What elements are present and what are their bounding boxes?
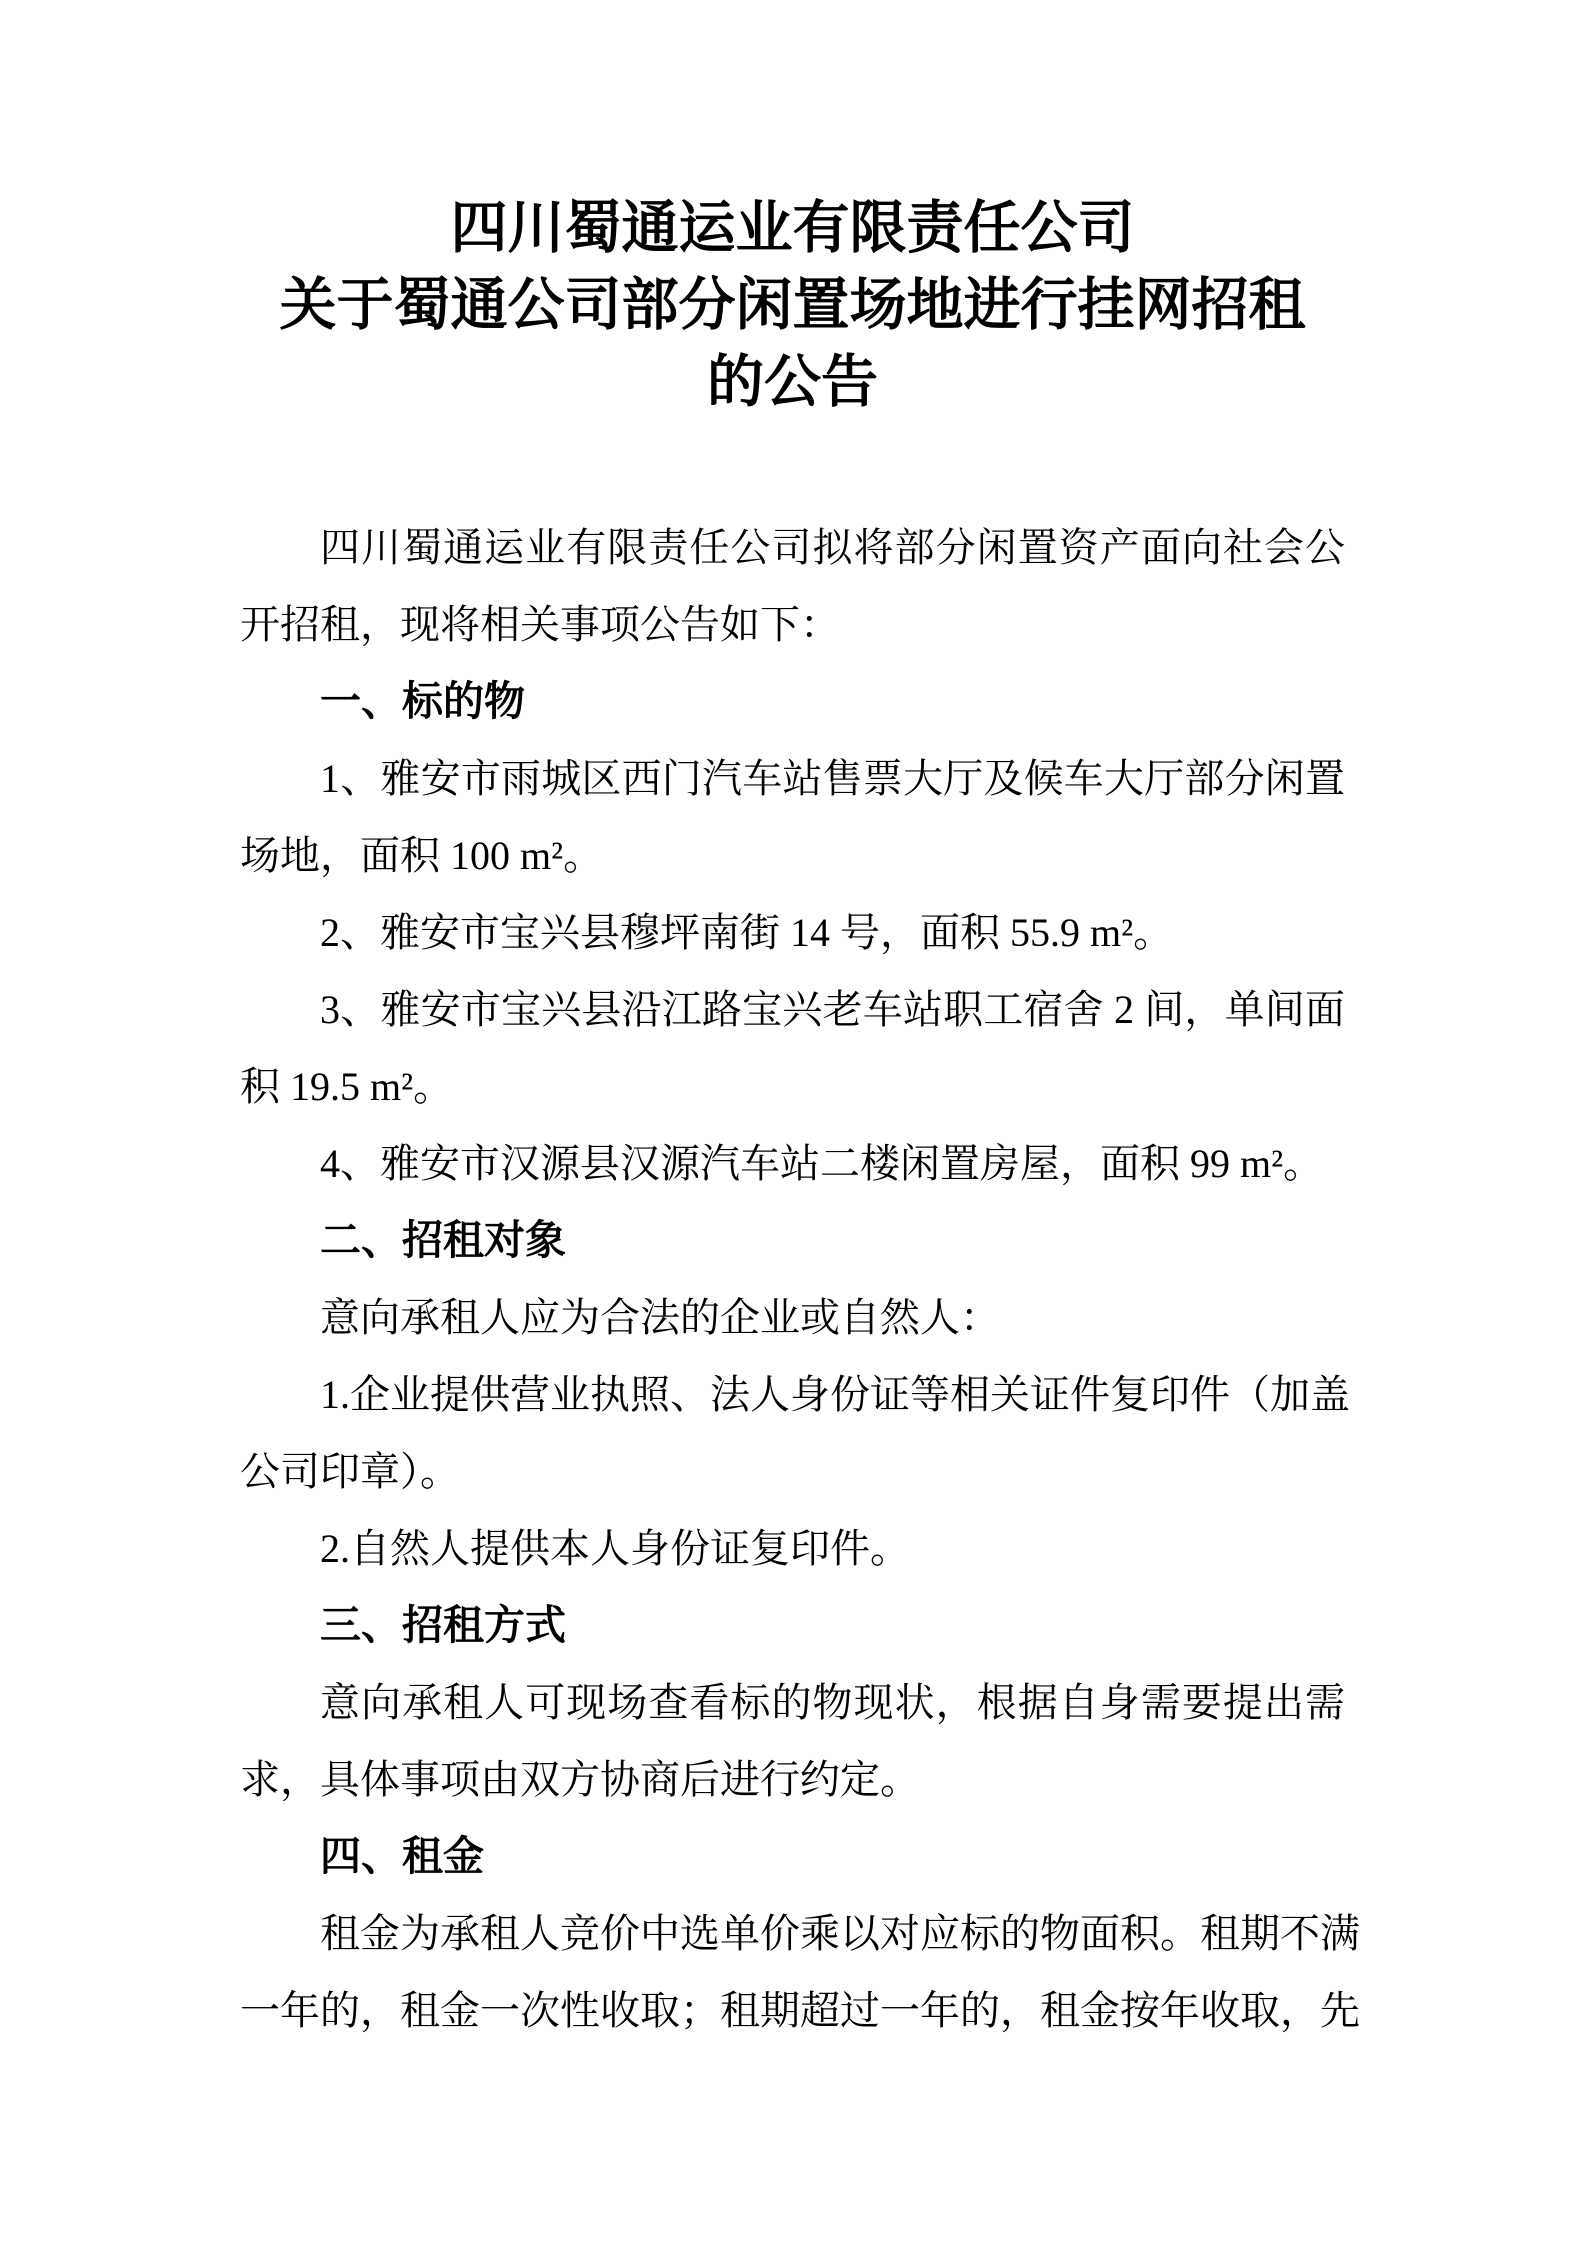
section-2-item-1-line-1: 1.企业提供营业执照、法人身份证等相关证件复印件（加盖 (320, 1372, 1350, 1417)
intro-line-1: 四川蜀通运业有限责任公司拟将部分闲置资产面向社会公 (320, 525, 1345, 570)
section-1-item-4: 4、雅安市汉源县汉源汽车站二楼闲置房屋，面积 99 m²。 (320, 1141, 1324, 1186)
section-2-heading: 二、招租对象 (320, 1217, 566, 1263)
section-4-para-line-1: 租金为承租人竞价中选单价乘以对应标的物面积。租期不满 (320, 1911, 1360, 1956)
title-line-1: 四川蜀通运业有限责任公司 (450, 197, 1135, 260)
title-line-3: 的公告 (707, 351, 878, 414)
section-4-heading: 四、租金 (320, 1833, 484, 1879)
section-2-item-2: 2.自然人提供本人身份证复印件。 (320, 1526, 910, 1571)
section-1-item-1-line-1: 1、雅安市雨城区西门汽车站售票大厅及候车大厅部分闲置 (320, 756, 1345, 801)
document-title (240, 190, 1345, 421)
section-2-intro: 意向承租人应为合法的企业或自然人： (320, 1295, 1000, 1340)
title-line-2: 关于蜀通公司部分闲置场地进行挂网招租 (279, 274, 1306, 337)
section-1-item-3-line-1: 3、雅安市宝兴县沿江路宝兴老车站职工宿舍 2 间，单间面 (320, 987, 1345, 1032)
section-3-para-line-2: 求，具体事项由双方协商后进行约定。 (240, 1757, 920, 1802)
section-3-para-line-1: 意向承租人可现场查看标的物现状，根据自身需要提出需 (320, 1680, 1345, 1725)
section-1-item-3-line-2: 积 19.5 m²。 (240, 1064, 454, 1109)
section-1-item-2: 2、雅安市宝兴县穆坪南街 14 号，面积 55.9 m²。 (320, 910, 1174, 955)
intro-line-2: 开招租，现将相关事项公告如下： (240, 602, 840, 647)
section-1-item-1-line-2: 场地，面积 100 m²。 (240, 833, 604, 878)
section-1-heading: 一、标的物 (320, 678, 525, 724)
section-4-para-line-2: 一年的，租金一次性收取；租期超过一年的，租金按年收取，先 (240, 1988, 1360, 2033)
section-2-item-1-line-2: 公司印章）。 (240, 1449, 460, 1494)
document-content (240, 190, 1360, 2049)
section-3-heading: 三、招租方式 (320, 1602, 566, 1648)
